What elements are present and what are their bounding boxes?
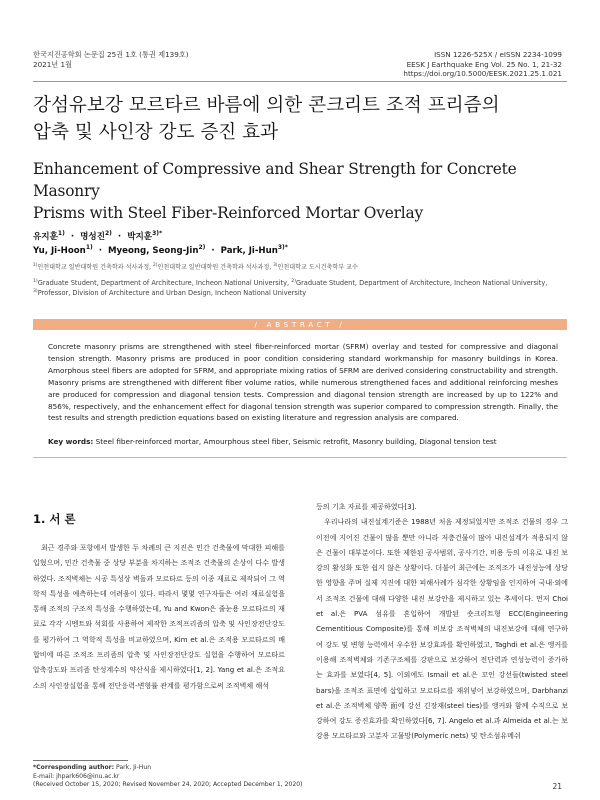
author-name: Park, Ji-Hun (220, 246, 278, 256)
journal-header-left (33, 50, 189, 69)
affiliation-text: Graduate Student, Department of Architecture, Incheon National University, (37, 279, 290, 287)
body-paragraph: 최근 경주와 포항에서 발생한 두 차례의 큰 지진은 민간 건축물에 막대한 피해를 입혔으며, 민간 건축물 중 상당 부분을 차지하는 조적조 건축물의 손상이 다수 발생하였다. 조적벽체는 시공 특성상 벽돌과 모르타르 등의 이종 재료로 제작되어 그 역학적 특성을 예측하는데 어려움이 있다. 따라서 몇몇 연구자들은 여러 재료실험을 통해 조적의 구조적 특성을 수행하였는데, Yu and Kwon은 줄눈용 모르타르의 재료로 각각 시멘트와 석회를 사용하여 제작한 조적프리즘의 압축 및 사인장전단강도를 평가하여 그 역학적 특성을 비교하였으며, Kim et al.은 조적용 모르타르의 배합비에 따른 조적조 프리즘의 압축 및 사인장전단강도 실험을 수행하여 모르타르 압축강도와 프리즘 탄성계수의 약산식을 제시하였다[1, 2]. Yang et al.은 조적요소의 사인장실험을 통해 전단응력-변형률 관계를 평가함으로써 조적벽체 해석 (33, 543, 285, 690)
affiliations-korean (33, 262, 358, 271)
header-divider (33, 81, 567, 82)
corresponding-name: Park, Ji-Hun (116, 764, 152, 771)
affiliations-english (33, 279, 573, 299)
title-korean (33, 92, 573, 146)
journal-date: 2021년 1월 (33, 59, 73, 69)
title-korean-line: 강섬유보강 모르타르 바름에 의한 콘크리트 조적 프리즘의 (33, 95, 500, 116)
author-separator: · (114, 232, 125, 242)
title-korean-line: 압축 및 사인장 강도 증진 효과 (33, 122, 279, 143)
received-dates: (Received October 15, 2020; Revised November 24, 2020; Accepted December 1, 2020) (33, 781, 303, 789)
affiliation-text: 인천대학교 도시건축학부 교수 (277, 264, 358, 271)
author-name: Myeong, Seong-Jin (108, 246, 199, 256)
keywords (48, 436, 558, 447)
journal-header-right (403, 50, 562, 79)
title-english-line: Prisms with Steel Fiber-Reinforced Mortar Overlay (33, 204, 423, 222)
title-english (33, 158, 573, 224)
journal-citation: EESK J Earthquake Eng Vol. 25 No. 1, 21-32 (406, 59, 562, 69)
affiliation-text: 인천대학교 일반대학원 건축학과 석사과정, (37, 264, 152, 271)
keywords-text: Steel fiber-reinforced mortar, Amourphous steel fiber, Seismic retrofit, Masonry building, Diagonal tension test (95, 437, 497, 446)
author-sup: 1) (85, 244, 93, 252)
affiliation-sup: 2) (153, 262, 158, 268)
author-sup: 2) (198, 244, 206, 252)
corresponding-author (33, 764, 303, 773)
affiliation-text: Graduate Student, Department of Architecture, Incheon National University, (295, 279, 548, 287)
affiliation-sup: 1) (33, 262, 38, 268)
footnote-divider (33, 760, 128, 761)
body-paragraph: 우리나라의 내진설계기준은 1988년 처음 제정되었지만 조적조 건물의 경우 그 이전에 지어진 건물이 많을 뿐만 아니라 저층건물이 많아 내진설계가 적용되지 않은 건물이 대부분이다. 또한 제한된 공사범위, 공사기간, 비용 등의 이유로 내진 보강의 활성화 또한 쉽지 않은 상황이다. 더불어 최근에는 조적조가 내진성능에 상당한 영향을 주며 실제 지진에 대한 피해사례가 심각한 상황임을 인지하여 국내·외에서 조적조 건물에 대해 다양한 내진 보강안을 제시하고 있는 추세이다. 먼저 Choi et al.은 PVA 섬유를 혼입하여 개발된 숏크리트형 ECC(Engineering Cementitious Composite)를 통해 비보강 조적벽체의 내진보강에 대해 연구하여 강도 및 변형 능력에서 우수한 보강효과를 확인하였고, Taghdi et al.은 앵커를 이용해 조적벽체와 기존구조체를 강판으로 보강하여 전단력과 연성능력이 증가하는 효과를 보였다[4, 5]. 이외에도 Ismail et al.은 꼬인 강선들(twisted steel bars)을 조적조 표면에 삽입하고 모르타르를 재위넣어 보강하였으며, Darbhanzi et al.은 조적벽체 양쪽 面에 강선 긴장재(steel ties)를 앵커와 함께 수직으로 보강하여 강도 증진효과를 확인하였다[6, 7]. Angelo et al.과 Almeida et al.는 보강용 모르타르와 고분자 고물망(Polymeric nets) 및 탄소섬유메쉬 (316, 517, 568, 741)
affiliation-sup: 1) (33, 278, 38, 284)
page-number: 21 (552, 782, 562, 791)
corresponding-label: *Corresponding author: (33, 764, 115, 771)
abstract-banner (33, 319, 567, 330)
affiliation-sup: 2) (291, 278, 296, 284)
author-sup: 1) (57, 230, 65, 238)
abstract-label: / ABSTRACT / (254, 320, 346, 329)
authors-english (33, 246, 288, 256)
author-name: Yu, Ji-Hoon (33, 246, 86, 256)
author-sup: 3)* (152, 230, 163, 238)
journal-volume: 한국지진공학회 논문집 25권 1호 (통권 제139호) (33, 50, 189, 59)
body-column-right (316, 499, 568, 744)
footnote (33, 764, 303, 790)
abstract-text: Concrete masonry prisms are strengthened with steel fiber-reinforced mortar (SFRM) overlay and tested for compressive and diagonal tension strength. Masonry prisms are produced in poor condition considering standard workmanship for masonry buildings in Korea. Amorphous steel fibers are adopted for SFRM, and appropriate mixing ratios of SFRM are derived considering constructability and strength. Masonry prisms are strengthened with different fiber volume ratios, while numerous strengthened faces and additional reinforcing meshes are produced for compression and diagonal tension tests. Compression and diagonal tension strength are increased by up to 122% and 856%, respectively, and the enhancement effect for diagonal tension strength was superior compared to compression strength. Finally, the test results and strength prediction equations based on existing literature and regression analysis are compared. (48, 342, 558, 423)
author-separator: · (208, 246, 218, 256)
title-english-line: Enhancement of Compressive and Shear Strength for Concrete Masonry (33, 160, 517, 200)
author-name: 박지훈 (127, 232, 153, 242)
abstract-divider (33, 457, 567, 458)
body-column-left (33, 540, 285, 693)
keywords-label: Key words: (48, 437, 94, 446)
author-separator: · (67, 232, 78, 242)
authors-korean (33, 230, 162, 242)
author-sup: 3)* (277, 244, 288, 252)
author-sup: 2) (105, 230, 112, 238)
body-paragraph: 등의 기초 자료를 제공하였다[3]. (316, 502, 417, 511)
affiliation-text: Professor, Division of Architecture and Urban Design, Incheon National University (37, 288, 307, 297)
affiliation-sup: 3) (33, 288, 38, 294)
affiliation-sup: 3) (273, 262, 278, 268)
author-separator: · (95, 246, 105, 256)
author-name: 유지훈 (33, 232, 58, 242)
issn: ISSN 1226-525X / eISSN 2234-1099 (434, 50, 562, 59)
affiliation-text: 인천대학교 일반대학원 건축학과 석사과정, (157, 264, 272, 271)
doi-link[interactable]: https://doi.org/10.5000/EESK.2021.25.1.021 (403, 69, 562, 79)
section-title-introduction: 1. 서 론 (33, 512, 76, 526)
author-email: E-mail: jhpark606@inu.ac.kr (33, 772, 120, 780)
author-name: 명성진 (80, 232, 105, 242)
